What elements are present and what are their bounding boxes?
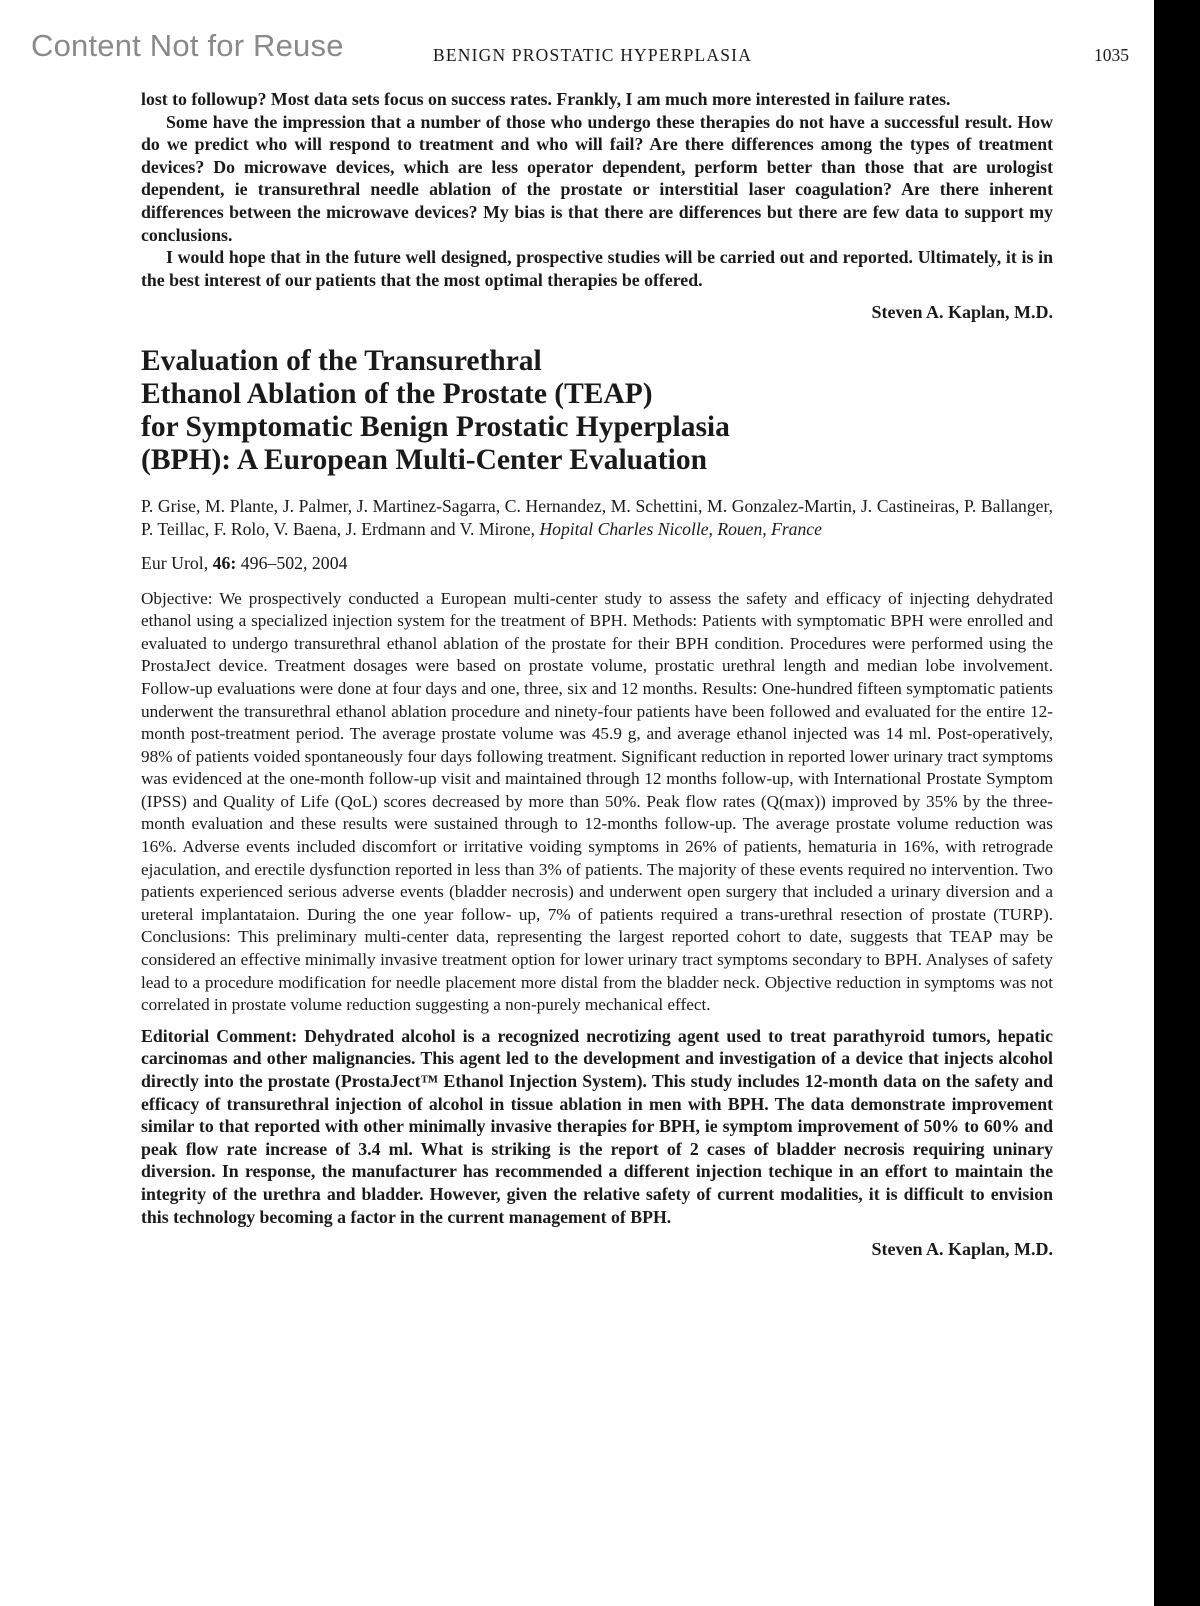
article-title xyxy=(141,345,861,477)
previous-comment-paragraph: Some have the impression that a number of those who undergo these therapies do not have a successful result. How do we predict who will respond to treatment and who will fail? Are there differences among the types of treatment devices? Do microwave devices, which are less operator dependent, perform better than those that are urologist dependent, ie transurethral needle ablation of the prostate or interstitial laser coagulation? Are there inherent differences between the microwave devices? My bias is that there are differences but there are few data to support my conclusions. xyxy=(141,111,1053,245)
watermark: Content Not for Reuse xyxy=(31,28,344,63)
running-head: BENIGN PROSTATIC HYPERPLASIA xyxy=(433,45,753,65)
page-number: 1035 xyxy=(1094,45,1129,65)
editorial-comment: Editorial Comment: Dehydrated alcohol is a recognized necrotizing agent used to treat parathyroid tumors, hepatic carcinomas and other malignancies. This agent led to the development and investigation of a device that injects alcohol directly into the prostate (ProstaJect™ Ethanol Injection System). This study includes 12-month data on the safety and efficacy of transurethral injection of alcohol in tissue ablation in men with BPH. The data demonstrate improvement similar to that reported with other minimally invasive therapies for BPH, ie symptom improvement of 50% to 60% and peak flow rate increase of 3.4 ml. What is striking is the report of 2 cases of bladder necrosis requiring uninary diversion. In response, the manufacturer has recommended a different injection techique in an effort to maintain the integrity of the urethra and bladder. However, given the relative safety of current modalities, it is difficult to envision this technology becoming a factor in the current management of BPH. xyxy=(141,1025,1053,1227)
article-citation xyxy=(141,552,1053,574)
article-title-line: Ethanol Ablation of the Prostate (TEAP) xyxy=(141,378,653,411)
citation-volume: 46: xyxy=(212,552,237,573)
article-title-line: (BPH): A European Multi-Center Evaluation xyxy=(141,444,707,477)
author-affiliation: Hopital Charles Nicolle, Rouen, France xyxy=(539,518,822,539)
viewer-edge xyxy=(1154,0,1200,1606)
article-title-line: for Symptomatic Benign Prostatic Hyperplasia xyxy=(141,411,730,444)
text-column xyxy=(141,88,1053,1260)
previous-comment-signature: Steven A. Kaplan, M.D. xyxy=(871,302,1053,323)
citation-journal: Eur Urol, xyxy=(141,552,209,573)
author-list: P. Grise, M. Plante, J. Palmer, J. Martinez-Sagarra, C. Hernandez, M. Schettini, M. Gonzalez-Martin, J. Castineiras, P. Ballanger, P. Teillac, F. Rolo, V. Baena, J. Erdmann and V. Mirone, xyxy=(141,496,1053,539)
article-title-line: Evaluation of the Transurethral xyxy=(141,345,542,378)
previous-comment-paragraph: I would hope that in the future well designed, prospective studies will be carried out and reported. Ultimately, it is in the best interest of our patients that the most optimal therapies be offered. xyxy=(141,247,1053,290)
article-abstract: Objective: We prospectively conducted a European multi-center study to assess the safety and efficacy of injecting dehydrated ethanol using a specialized injection system for the treatment of BPH. Methods: Patients with symptomatic BPH were enrolled and evaluated to undergo transurethral ethanol ablation of the prostate for their BPH condition. Procedures were performed using the ProstaJect device. Treatment dosages were based on prostate volume, prostatic urethral length and median lobe involvement. Follow-up evaluations were done at four days and one, three, six and 12 months. Results: One-hundred fifteen symptomatic patients underwent the transurethral ethanol ablation procedure and ninety-four patients have been followed and evaluated for the entire 12-month post-treatment period. The average prostate volume was 45.9 g, and average ethanol injected was 14 ml. Post-operatively, 98% of patients voided spontaneously four days following treatment. Significant reduction in reported lower urinary tract symptoms was evidenced at the one-month follow-up visit and maintained through 12 months follow-up, with International Prostate Symptom (IPSS) and Quality of Life (QoL) scores decreased by more than 50%. Peak flow rates (Q(max)) improved by 35% by the three-month evaluation and these results were sustained through to 12-months follow-up. The average prostate volume reduction was 16%. Adverse events included discomfort or irritative voiding symptoms in 26% of patients, hematuria in 16%, with retrograde ejaculation, and erectile dysfunction reported in less than 3% of patients. The majority of these events required no intervention. Two patients experienced serious adverse events (bladder necrosis) and underwent open surgery that included a urinary diversion and a ureteral implantataion. During the one year follow- up, 7% of patients required a trans-urethral resection of prostate (TURP). Conclusions: This preliminary multi-center data, representing the largest reported cohort to date, suggests that TEAP may be considered an effective minimally invasive treatment option for lower urinary tract symptoms secondary to BPH. Analyses of safety lead to a procedure modification for needle placement more distal from the bladder neck. Objective reduction in symptoms was not correlated in prostate volume reduction suggesting a non-purely mechanical effect. xyxy=(141,588,1053,1015)
editorial-signature: Steven A. Kaplan, M.D. xyxy=(871,1239,1053,1260)
article-authors xyxy=(141,495,1053,540)
previous-comment-paragraph: lost to followup? Most data sets focus on success rates. Frankly, I am much more interested in failure rates. xyxy=(141,89,951,109)
citation-pages: 496–502, 2004 xyxy=(240,552,348,573)
